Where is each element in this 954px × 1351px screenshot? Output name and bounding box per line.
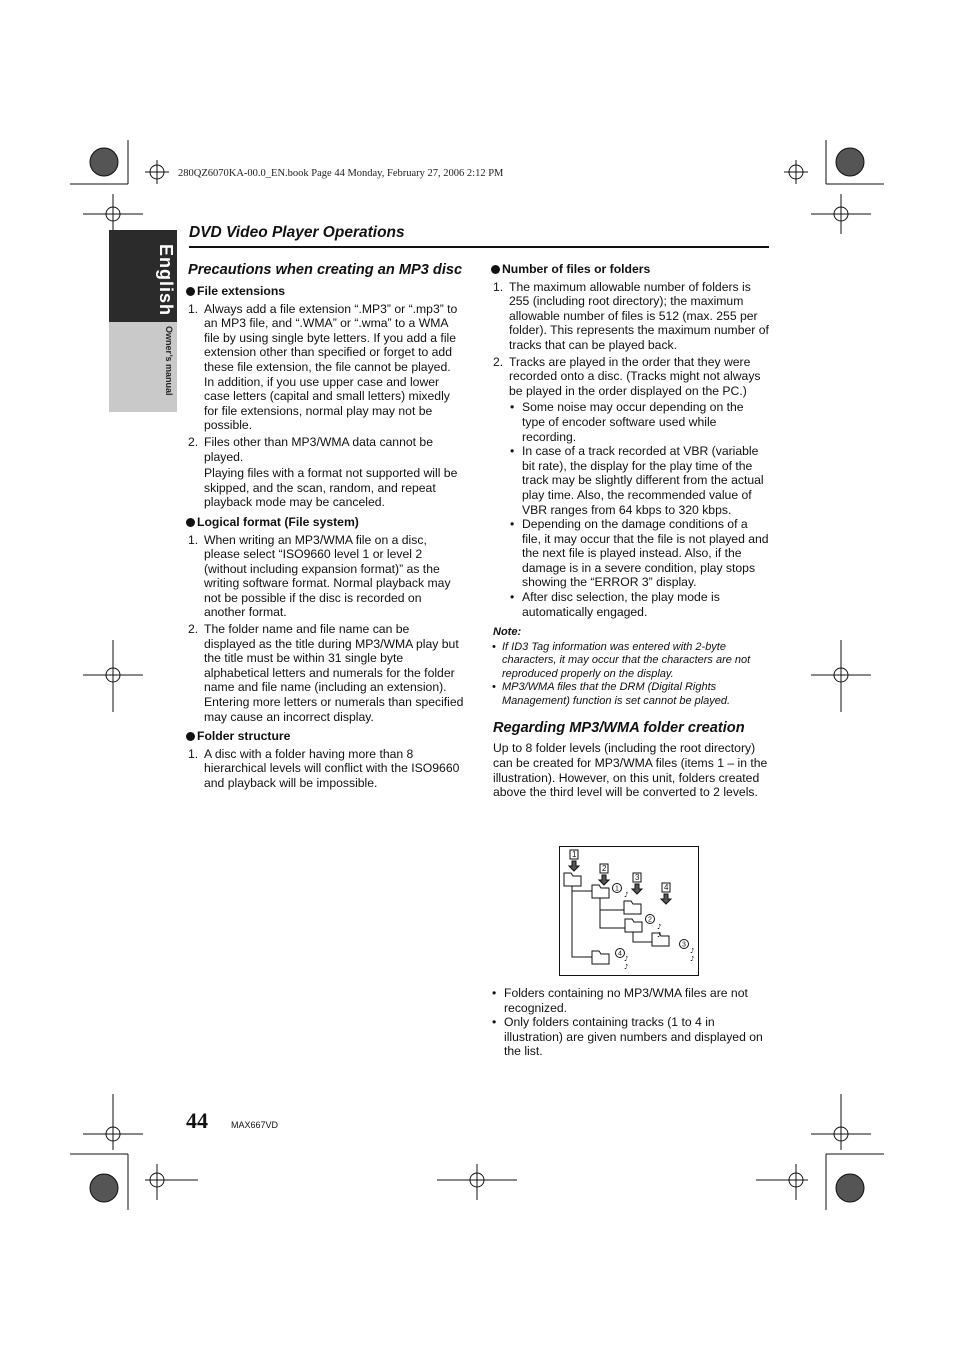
logical-format-subheading: Logical format (File system): [186, 515, 464, 530]
folder-tree-diagram: [560, 847, 698, 975]
left-column: [186, 262, 464, 793]
svg-text:♪: ♪: [690, 955, 695, 963]
note-item: • MP3/WMA files that the DRM (Digital Rights Management) function is set cannot be played.: [492, 681, 731, 707]
crop-mark-bottom-left: [70, 1094, 198, 1210]
svg-text:♪: ♪: [657, 931, 662, 939]
level-1-label: 1: [572, 850, 577, 859]
crop-mark-top-right: [784, 140, 884, 234]
folder-creation-heading: Regarding MP3/WMA folder creation: [493, 720, 745, 737]
list-item: 2. Tracks are played in the order that they were recorded onto a disc. (Tracks might not always be played in the order displayed on the PC.): [493, 354, 761, 398]
bullet-item: • Some noise may occur depending on the type of encoder software used while recording.: [510, 400, 744, 444]
right-column: [491, 262, 769, 800]
model-number: MAX667VD: [231, 1120, 279, 1130]
bullet-item: • After disc selection, the play mode is automatically engaged.: [510, 590, 720, 619]
bullet-item: • Depending on the damage conditions of a file, it may occur that the file is not played and the next file is played instead. Also, if the damage is in a severe condition, play stops showing the “ERROR 3” display.: [510, 517, 769, 590]
list-item: 1. When writing an MP3/WMA file on a disc, please select “ISO9660 level 1 or level 2 (without including expansion format)” as the writing software format. Normal playback may not be possible if the disc is recorded on another format.: [188, 532, 451, 620]
bullet-item: • Only folders containing tracks (1 to 4 in illustration) are given numbers and displayed on the list.: [492, 1015, 763, 1059]
page-number: 44: [186, 1108, 208, 1133]
svg-text:♪: ♪: [624, 891, 629, 899]
crop-mark-mid-left: [83, 640, 143, 712]
paragraph: Playing files with a format not supported will be skipped, and the scan, random, and repeat playback mode may be canceled.: [204, 466, 458, 510]
svg-text:♪: ♪: [624, 955, 629, 963]
crop-mark-bottom-right: [756, 1094, 884, 1210]
svg-text:♪: ♪: [624, 963, 629, 971]
bullet-item: • Folders containing no MP3/WMA files are not recognized.: [492, 986, 748, 1015]
crop-mark-mid-right: [811, 640, 871, 712]
track-1-label: 1: [615, 885, 619, 893]
track-3-label: 3: [682, 941, 686, 949]
crop-mark-top-left: [70, 140, 169, 234]
list-item: 2. Files other than MP3/WMA data cannot be played.: [188, 434, 433, 464]
list-item: 1. The maximum allowable number of folders is 255 (including root directory); the maximum allowable number of files is 512 (max. 255 per folder). This represents the maximum number of tracks that can be played back.: [493, 279, 769, 352]
level-4-label: 4: [664, 883, 669, 892]
book-header: 280QZ6070KA-00.0_EN.book Page 44 Monday, February 27, 2006 2:12 PM: [178, 168, 504, 179]
level-2-label: 2: [602, 864, 607, 873]
crop-mark-bottom-center: [437, 1164, 517, 1200]
svg-text:♪: ♪: [657, 923, 662, 931]
bullet-item: • In case of a track recorded at VBR (variable bit rate), the display for the play time of the track may be slightly different from the actual play time. Also, the recommended value of VBR ranges from 64 kbps to 320 kbps.: [510, 444, 764, 517]
files-folders-subheading: Number of files or folders: [491, 262, 769, 277]
list-item: 2. The folder name and file name can be displayed as the title during MP3/WMA play but the title must be within 31 single byte alphabetical letters and numerals for the folder name and file name (including an extension). Entering more letters or numerals than specified may cause an incorrect display.: [188, 622, 464, 724]
precautions-heading: Precautions when creating an MP3 disc: [188, 262, 463, 278]
svg-text:♪: ♪: [690, 947, 695, 955]
list-item: 1. Always add a file extension “.MP3” or “.mp3” to an MP3 file, and “.WMA” or “.wma” to a WMA file by using single byte letters. If you add a file extension other than specified or forget to add these file extension, the file cannot be played. In addition, if you use upper case and lower case letters (capital and small letters) mixedly for file extensions, normal play may not be possible.: [188, 301, 458, 433]
note-item: • If ID3 Tag information was entered with 2-byte characters, it may occur that the characters are not reproduced properly on the display.: [492, 640, 751, 680]
track-2-label: 2: [648, 916, 652, 924]
file-extensions-subheading: File extensions: [186, 284, 464, 299]
folder-illustration: [559, 846, 699, 976]
side-tab-language: English: [156, 244, 176, 317]
section-title: DVD Video Player Operations: [189, 224, 405, 241]
list-item: 1. A disc with a folder having more than 8 hierarchical levels will conflict with the ISO9660 and playback will be impossible.: [188, 746, 460, 790]
track-4-label: 4: [618, 950, 622, 958]
folder-structure-subheading: Folder structure: [186, 729, 464, 744]
section-rule: [189, 246, 769, 248]
note-label: Note:: [493, 626, 522, 639]
side-tab-manual: Owner’s manual: [164, 326, 174, 396]
folder-bullets: [491, 986, 769, 1059]
folder-intro: Up to 8 folder levels (including the root directory) can be created for MP3/WMA files (items 1 – in the illustration). However, on this unit, folders created above the third level will be converted to 2 levels.: [493, 741, 768, 800]
level-3-label: 3: [635, 873, 640, 882]
